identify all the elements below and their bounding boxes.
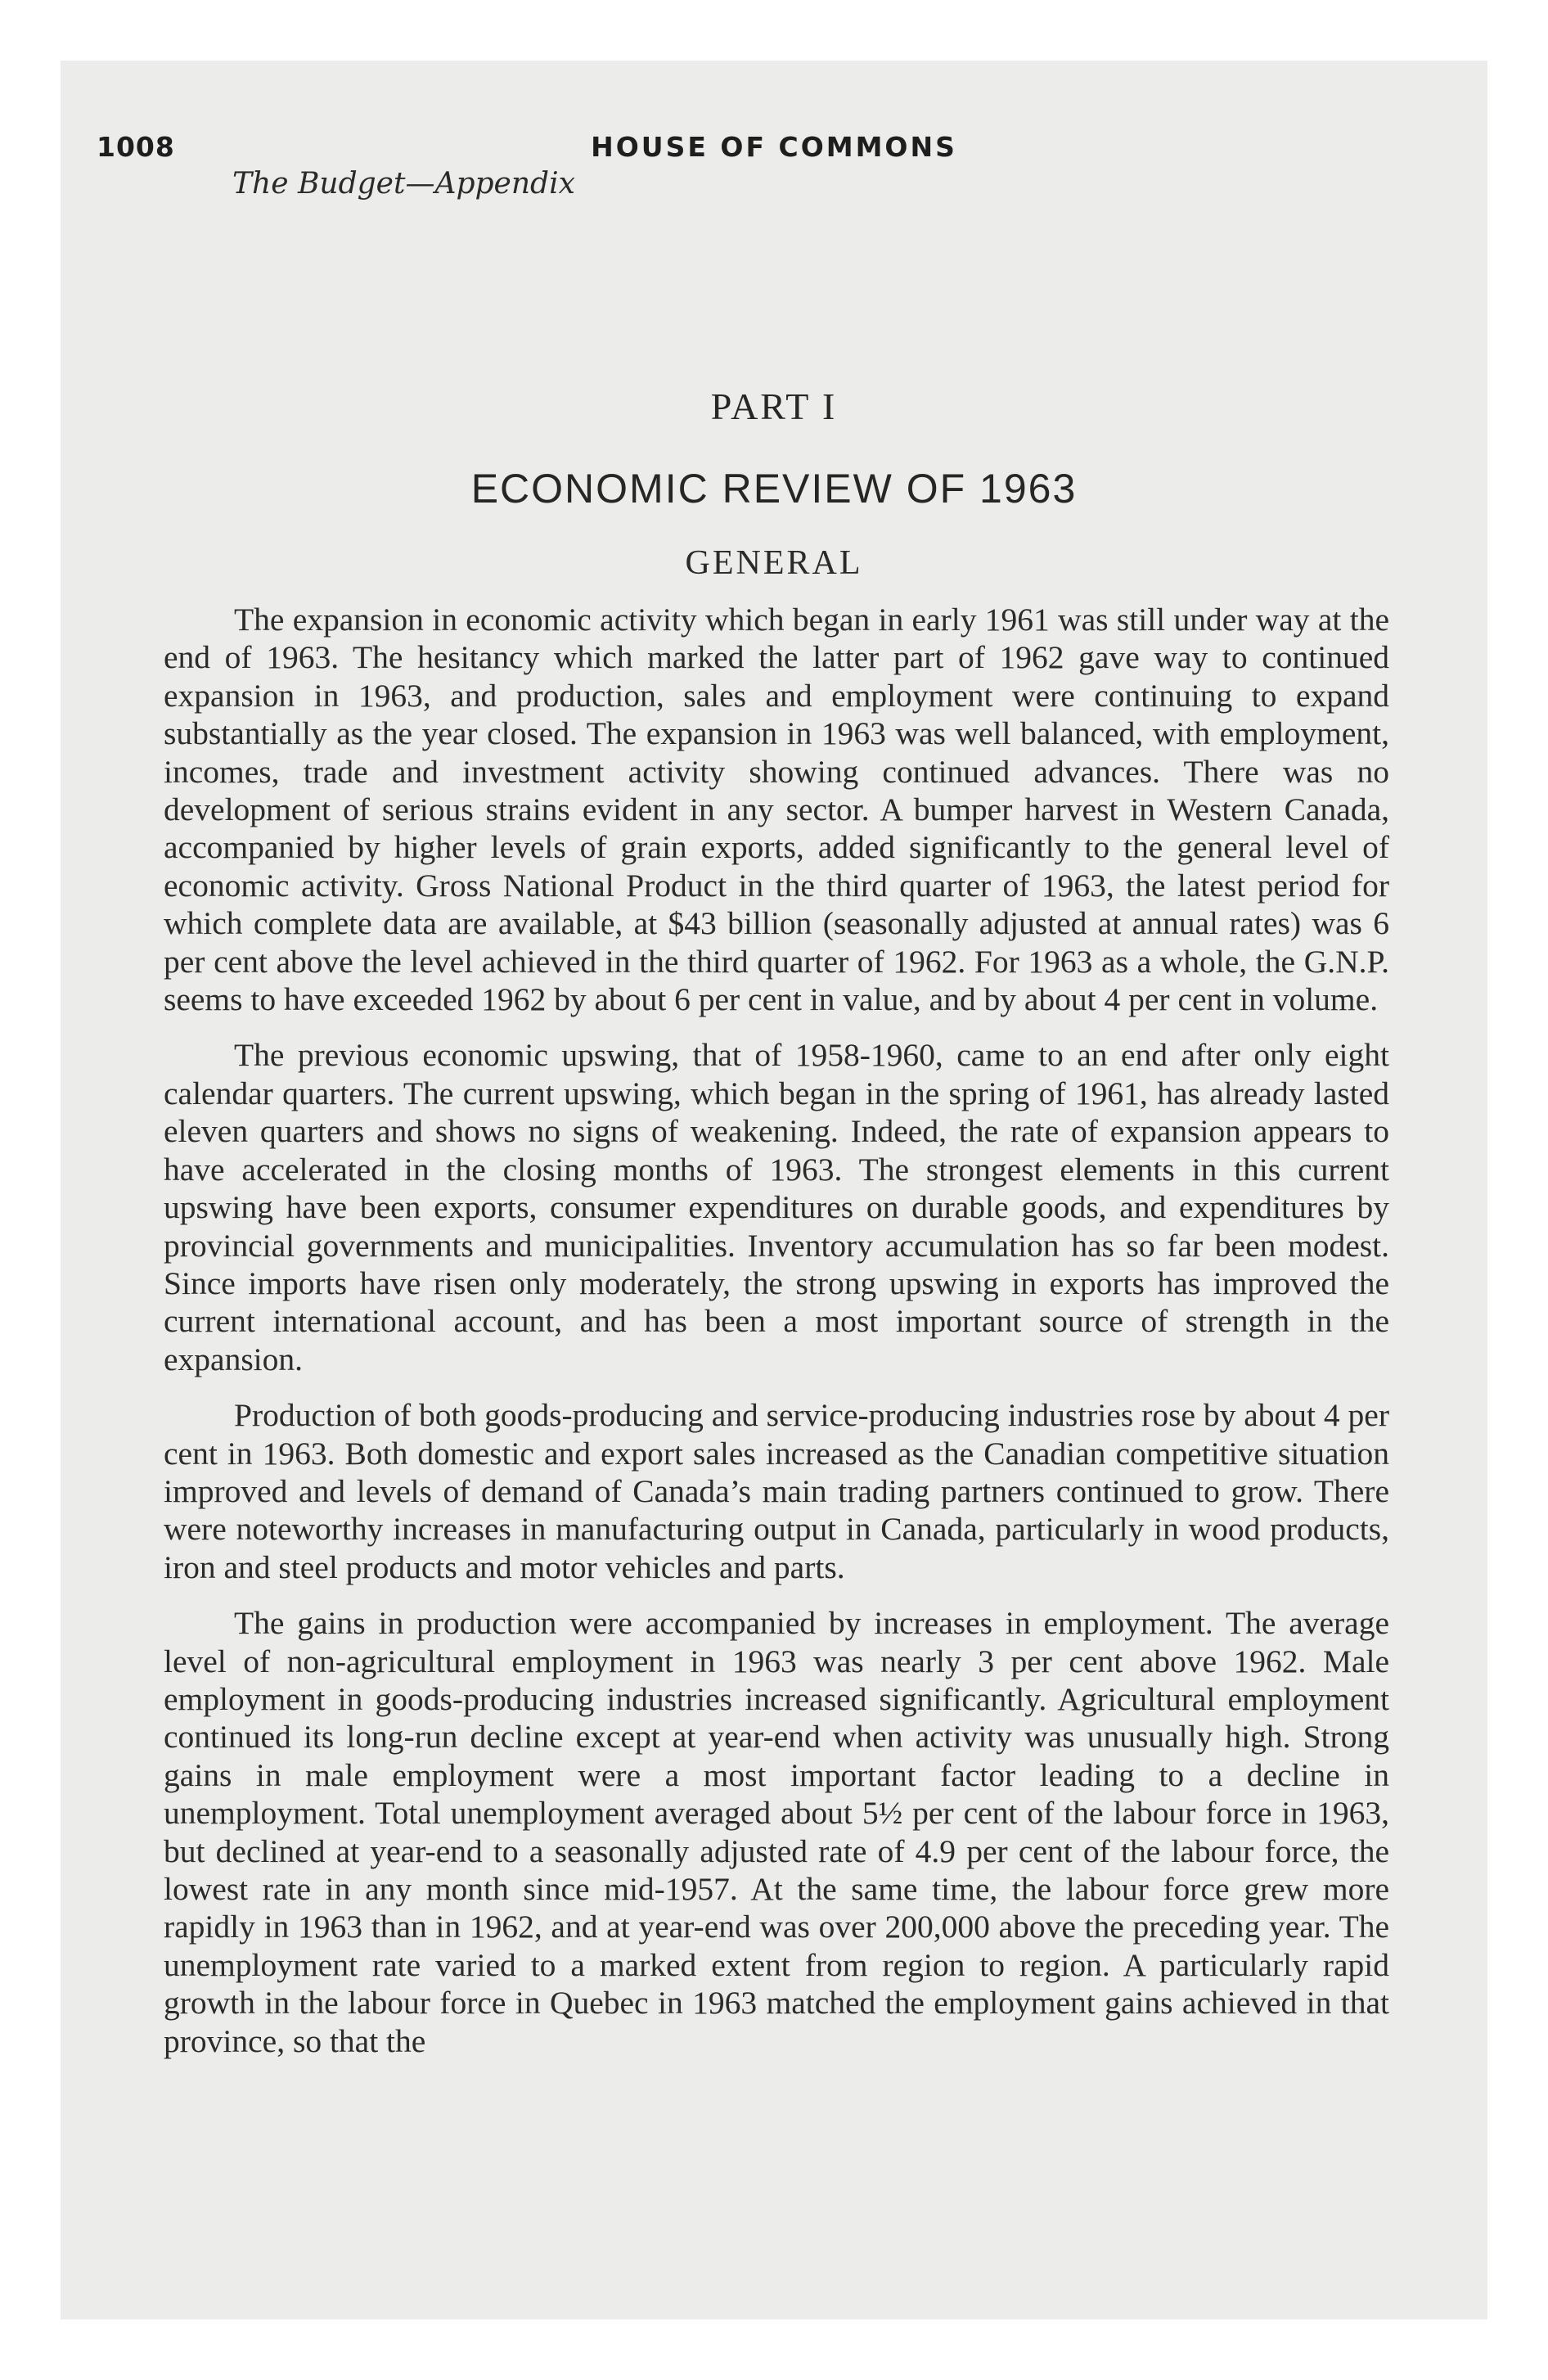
body-text bbox=[164, 601, 1389, 2078]
paragraph: The gains in production were accompanied by increases in employment. The average level of non-agricultural employment in 1963 was nearly 3 per cent above 1962. Male employment in goods-producing industries increased significantly. Agricultural employment continued its long-run decline except at year-end when activity was unusually high. Strong gains in male employment were a most important factor leading to a decline in unemployment. Total unemployment averaged about 5½ per cent of the labour force in 1963, but declined at year-end to a seasonally adjusted rate of 4.9 per cent of the labour force, the lowest rate in any month since mid-1957. At the same time, the labour force grew more rapidly in 1963 than in 1962, and at year-end was over 200,000 above the preceding year. The unemployment rate varied to a marked extent from region to region. A particularly rapid growth in the labour force in Quebec in 1963 matched the employment gains achieved in that province, so that the bbox=[164, 1605, 1389, 2059]
section-subtitle: GENERAL bbox=[685, 544, 863, 582]
paragraph: The expansion in economic activity which began in early 1961 was still under way at the end of 1963. The hesitancy which marked the latter part of 1962 gave way to continued expansion in 1963, and production, sales and employment were continuing to expand substantially as the year closed. The expansion in 1963 was well balanced, with employment, incomes, trade and investment activity showing continued advances. There was no development of serious strains evident in any sector. A bumper harvest in Western Canada, accompanied by higher levels of grain exports, added significantly to the general level of economic activity. Gross National Product in the third quarter of 1963, the latest period for which complete data are available, at $43 billion (seasonally adjusted at annual rates) was 6 per cent above the level achieved in the third quarter of 1962. For 1963 as a whole, the G.N.P. seems to have exceeded 1962 by about 6 per cent in value, and by about 4 per cent in volume. bbox=[164, 602, 1389, 1018]
section-head: The Budget—Appendix bbox=[232, 167, 575, 201]
running-head: HOUSE OF COMMONS bbox=[591, 131, 957, 163]
paragraph: The previous economic upswing, that of 1958-1960, came to an end after only eight calendar quarters. The current upswing, which began in the spring of 1961, has already lasted eleven quarters and shows no signs of weakening. Indeed, the rate of expansion appears to have accelerated in the closing months of 1963. The strongest elements in this current upswing have been exports, consumer expenditures on durable goods, and expenditures by provincial governments and municipalities. Inventory accumulation has so far been modest. Since imports have risen only moderately, the strong upswing in exports has improved the current international account, and has been a most important source of strength in the expansion. bbox=[164, 1037, 1389, 1377]
part-heading: PART I bbox=[710, 385, 838, 427]
paragraph: Production of both goods-producing and service-producing industries rose by about 4 per cent in 1963. Both domestic and export sales increased as the Canadian competitive situation improved and levels of demand of Canada’s main trading partners continued to grow. There were noteworthy increases in manufacturing output in Canada, particularly in wood products, iron and steel products and motor vehicles and parts. bbox=[164, 1397, 1389, 1585]
page-number: 1008 bbox=[97, 131, 175, 163]
page-title: ECONOMIC REVIEW OF 1963 bbox=[470, 466, 1078, 512]
